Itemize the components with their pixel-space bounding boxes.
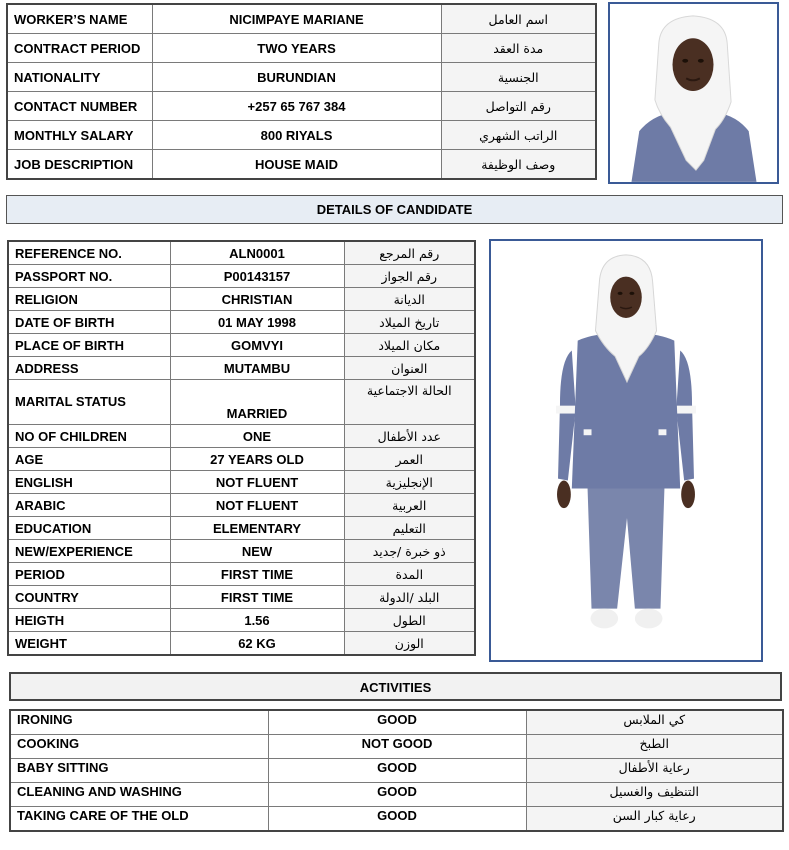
field-label: REFERENCE NO. (8, 241, 170, 265)
field-label-arabic: الديانة (344, 288, 475, 311)
field-value: +257 65 767 384 (152, 92, 441, 121)
table-row (8, 311, 475, 334)
field-value: NEW (170, 540, 344, 563)
field-label-arabic: الوزن (344, 632, 475, 656)
field-value: FIRST TIME (170, 586, 344, 609)
table-row (7, 4, 596, 34)
table-row (10, 710, 783, 735)
table-row (8, 241, 475, 265)
table-row (7, 150, 596, 180)
table-row (8, 540, 475, 563)
activity-label-arabic: كي الملابس (526, 710, 783, 735)
activity-label-arabic: الطبخ (526, 735, 783, 759)
activity-label-arabic: رعاية كبار السن (526, 807, 783, 832)
field-label-arabic: الجنسية (441, 63, 596, 92)
field-label: HEIGTH (8, 609, 170, 632)
full-body-illustration (491, 241, 761, 660)
field-label-arabic: الحالة الاجتماعية (344, 380, 475, 425)
table-row (7, 121, 596, 150)
field-value: ALN0001 (170, 241, 344, 265)
field-label: RELIGION (8, 288, 170, 311)
table-row (10, 807, 783, 832)
field-label-arabic: مدة العقد (441, 34, 596, 63)
field-label-arabic: الراتب الشهري (441, 121, 596, 150)
activity-label: BABY SITTING (10, 759, 268, 783)
table-row (8, 609, 475, 632)
field-label: AGE (8, 448, 170, 471)
table-row (8, 425, 475, 448)
field-label: PERIOD (8, 563, 170, 586)
table-row (8, 563, 475, 586)
field-label-arabic: تاريخ الميلاد (344, 311, 475, 334)
field-value: CHRISTIAN (170, 288, 344, 311)
table-row (10, 783, 783, 807)
activity-rating: GOOD (268, 783, 526, 807)
field-value: NOT FLUENT (170, 471, 344, 494)
activity-label: TAKING CARE OF THE OLD (10, 807, 268, 832)
field-label: MONTHLY SALARY (7, 121, 152, 150)
table-row (7, 92, 596, 121)
details-section-header: DETAILS OF CANDIDATE (6, 195, 783, 224)
field-label-arabic: العمر (344, 448, 475, 471)
field-label-arabic: ذو خبرة /جديد (344, 540, 475, 563)
table-row (8, 517, 475, 540)
table-row (8, 471, 475, 494)
field-label-arabic: رقم المرجع (344, 241, 475, 265)
field-label-arabic: العربية (344, 494, 475, 517)
activity-label: IRONING (10, 710, 268, 735)
activity-rating: GOOD (268, 807, 526, 832)
field-value: 01 MAY 1998 (170, 311, 344, 334)
field-label-arabic: الطول (344, 609, 475, 632)
table-row (8, 586, 475, 609)
field-label: PASSPORT NO. (8, 265, 170, 288)
field-label: ARABIC (8, 494, 170, 517)
worker-info-table (6, 3, 597, 180)
activities-section-header: ACTIVITIES (9, 672, 782, 701)
field-label: CONTACT NUMBER (7, 92, 152, 121)
activity-label-arabic: رعاية الأطفال (526, 759, 783, 783)
field-value: 800 RIYALS (152, 121, 441, 150)
field-label: COUNTRY (8, 586, 170, 609)
field-value: NICIMPAYE MARIANE (152, 4, 441, 34)
field-label: NEW/EXPERIENCE (8, 540, 170, 563)
activity-rating: GOOD (268, 759, 526, 783)
field-label: ADDRESS (8, 357, 170, 380)
field-label: WEIGHT (8, 632, 170, 656)
activity-rating: NOT GOOD (268, 735, 526, 759)
field-label-arabic: التعليم (344, 517, 475, 540)
field-label-arabic: اسم العامل (441, 4, 596, 34)
field-label-arabic: رقم التواصل (441, 92, 596, 121)
table-row (8, 380, 475, 425)
field-label: MARITAL STATUS (8, 380, 170, 425)
table-row (8, 265, 475, 288)
field-value: HOUSE MAID (152, 150, 441, 180)
field-label: CONTRACT PERIOD (7, 34, 152, 63)
field-label: JOB DESCRIPTION (7, 150, 152, 180)
field-value: 62 KG (170, 632, 344, 656)
field-value: NOT FLUENT (170, 494, 344, 517)
field-label-arabic: الإنجليزية (344, 471, 475, 494)
table-row (7, 63, 596, 92)
field-label-arabic: رقم الجواز (344, 265, 475, 288)
field-label: DATE OF BIRTH (8, 311, 170, 334)
activity-label: COOKING (10, 735, 268, 759)
field-value: 1.56 (170, 609, 344, 632)
field-label: NATIONALITY (7, 63, 152, 92)
field-label: NO OF CHILDREN (8, 425, 170, 448)
field-label: ENGLISH (8, 471, 170, 494)
table-row (8, 334, 475, 357)
activities-table (9, 709, 784, 832)
field-label-arabic: البلد /الدولة (344, 586, 475, 609)
field-value: GOMVYI (170, 334, 344, 357)
field-value: FIRST TIME (170, 563, 344, 586)
field-value: 27 YEARS OLD (170, 448, 344, 471)
field-label: PLACE OF BIRTH (8, 334, 170, 357)
table-row (8, 288, 475, 311)
candidate-details-table (7, 240, 476, 656)
field-label: WORKER’S NAME (7, 4, 152, 34)
field-value: ELEMENTARY (170, 517, 344, 540)
full-body-photo (489, 239, 763, 662)
table-row (10, 759, 783, 783)
table-row (7, 34, 596, 63)
field-label-arabic: وصف الوظيفة (441, 150, 596, 180)
field-value: MUTAMBU (170, 357, 344, 380)
table-row (8, 357, 475, 380)
field-label: EDUCATION (8, 517, 170, 540)
activity-label-arabic: التنظيف والغسيل (526, 783, 783, 807)
field-label-arabic: العنوان (344, 357, 475, 380)
field-label-arabic: مكان الميلاد (344, 334, 475, 357)
portrait-photo (608, 2, 779, 184)
field-value: ONE (170, 425, 344, 448)
field-value: BURUNDIAN (152, 63, 441, 92)
table-row (8, 632, 475, 656)
field-value: P00143157 (170, 265, 344, 288)
field-label-arabic: عدد الأطفال (344, 425, 475, 448)
activity-label: CLEANING AND WASHING (10, 783, 268, 807)
field-value: MARRIED (170, 380, 344, 425)
portrait-illustration (610, 4, 777, 182)
table-row (8, 448, 475, 471)
table-row (10, 735, 783, 759)
field-label-arabic: المدة (344, 563, 475, 586)
field-value: TWO YEARS (152, 34, 441, 63)
table-row (8, 494, 475, 517)
activity-rating: GOOD (268, 710, 526, 735)
